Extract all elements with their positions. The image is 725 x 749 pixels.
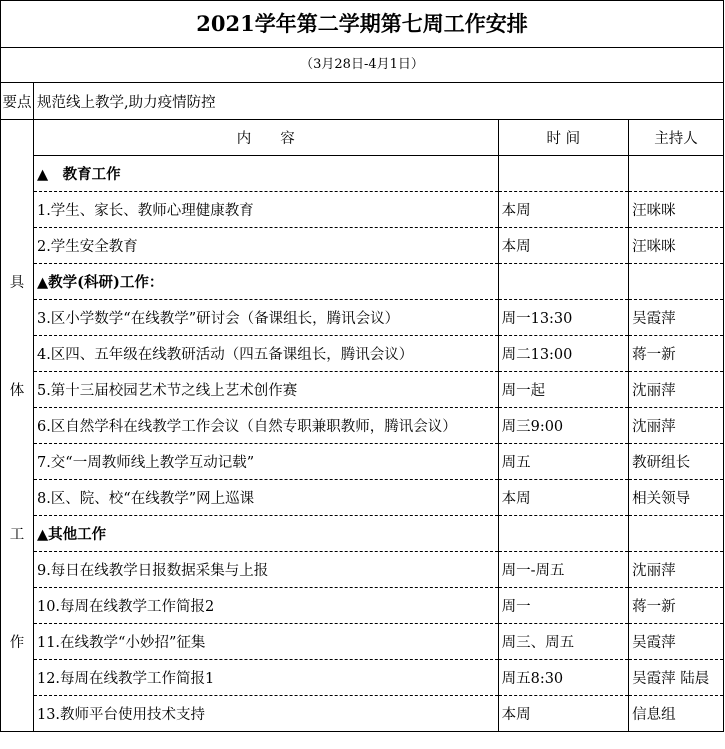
task-row: [1, 552, 724, 588]
side-label-cell: [1, 444, 34, 480]
side-label-cell: [1, 696, 34, 732]
task-host: 蒋一新: [629, 336, 724, 372]
header-content: 内 容: [33, 120, 498, 156]
side-label-cell: [1, 480, 34, 516]
side-label-cell: [1, 156, 34, 192]
task-host: [629, 516, 724, 552]
side-label-cell: [1, 660, 34, 696]
side-label-cell: [1, 228, 34, 264]
side-label-cell: [1, 552, 34, 588]
task-time: 周一: [498, 588, 629, 624]
task-host: 吴霞萍 陆晨: [629, 660, 724, 696]
task-content: 10.每周在线教学工作简报2: [33, 588, 498, 624]
task-time: 周三9:00: [498, 408, 629, 444]
task-row: [1, 408, 724, 444]
category-row: [1, 156, 724, 192]
side-label-cell: [1, 336, 34, 372]
task-time: 本周: [498, 192, 629, 228]
side-label-cell: [1, 408, 34, 444]
task-row: [1, 480, 724, 516]
task-content: 2.学生安全教育: [33, 228, 498, 264]
task-row: [1, 624, 724, 660]
side-label-cell: [1, 192, 34, 228]
task-row: [1, 372, 724, 408]
task-content: 8.区、院、校“在线教学”网上巡课: [33, 480, 498, 516]
category-row: [1, 264, 724, 300]
header-host: 主持人: [629, 120, 724, 156]
task-row: [1, 444, 724, 480]
task-content: 13.教师平台使用技术支持: [33, 696, 498, 732]
task-time: [498, 264, 629, 300]
task-row: [1, 300, 724, 336]
task-host: 汪咪咪: [629, 228, 724, 264]
task-host: 相关领导: [629, 480, 724, 516]
task-host: [629, 156, 724, 192]
task-time: 周一13:30: [498, 300, 629, 336]
category-title: ▲教学(科研)工作：: [33, 264, 498, 300]
task-host: 汪咪咪: [629, 192, 724, 228]
task-time: 周一起: [498, 372, 629, 408]
date-range: （3月28日-4月1日）: [0, 47, 724, 82]
side-label-cell: 体: [1, 372, 34, 408]
task-content: 1.学生、家长、教师心理健康教育: [33, 192, 498, 228]
category-title: ▲ 教育工作: [33, 156, 498, 192]
task-host: 教研组长: [629, 444, 724, 480]
category-row: [1, 516, 724, 552]
task-row: [1, 192, 724, 228]
side-label-cell: [1, 300, 34, 336]
task-row: [1, 660, 724, 696]
task-time: 周五8:30: [498, 660, 629, 696]
task-row: [1, 588, 724, 624]
task-row: [1, 228, 724, 264]
category-title: ▲其他工作: [33, 516, 498, 552]
task-host: 蒋一新: [629, 588, 724, 624]
task-time: 本周: [498, 480, 629, 516]
page-title: 2021学年第二学期第七周工作安排: [0, 0, 724, 47]
side-header-blank: [1, 120, 34, 156]
task-content: 4.区四、五年级在线教研活动（四五备课组长，腾讯会议）: [33, 336, 498, 372]
task-content: 11.在线教学“小妙招”征集: [33, 624, 498, 660]
task-content: 5.第十三届校园艺术节之线上艺术创作赛: [33, 372, 498, 408]
task-row: [1, 336, 724, 372]
task-time: 周三、周五: [498, 624, 629, 660]
task-host: 沈丽萍: [629, 372, 724, 408]
schedule-table: [0, 82, 724, 732]
task-content: 7.交“一周教师线上教学互动记载”: [33, 444, 498, 480]
side-label-cell: 工: [1, 516, 34, 552]
task-time: 周五: [498, 444, 629, 480]
task-time: 本周: [498, 228, 629, 264]
key-points-row: [1, 83, 724, 120]
task-host: 吴霞萍: [629, 624, 724, 660]
task-host: 吴霞萍: [629, 300, 724, 336]
task-host: [629, 264, 724, 300]
key-points-label: 要点: [1, 83, 34, 120]
side-label-cell: [1, 588, 34, 624]
side-label-cell: 具: [1, 264, 34, 300]
side-label-cell: 作: [1, 624, 34, 660]
task-content: 6.区自然学科在线教学工作会议（自然专职兼职教师，腾讯会议）: [33, 408, 498, 444]
task-time: 本周: [498, 696, 629, 732]
task-time: [498, 156, 629, 192]
header-time: 时 间: [498, 120, 629, 156]
key-points-text: 规范线上教学,助力疫情防控: [33, 83, 723, 120]
task-time: 周二13:00: [498, 336, 629, 372]
task-host: 信息组: [629, 696, 724, 732]
task-time: 周一-周五: [498, 552, 629, 588]
task-time: [498, 516, 629, 552]
task-content: 12.每周在线教学工作简报1: [33, 660, 498, 696]
task-host: 沈丽萍: [629, 408, 724, 444]
task-content: 9.每日在线教学日报数据采集与上报: [33, 552, 498, 588]
task-content: 3.区小学数学“在线教学”研讨会（备课组长，腾讯会议）: [33, 300, 498, 336]
task-row: [1, 696, 724, 732]
header-row: [1, 120, 724, 156]
task-host: 沈丽萍: [629, 552, 724, 588]
